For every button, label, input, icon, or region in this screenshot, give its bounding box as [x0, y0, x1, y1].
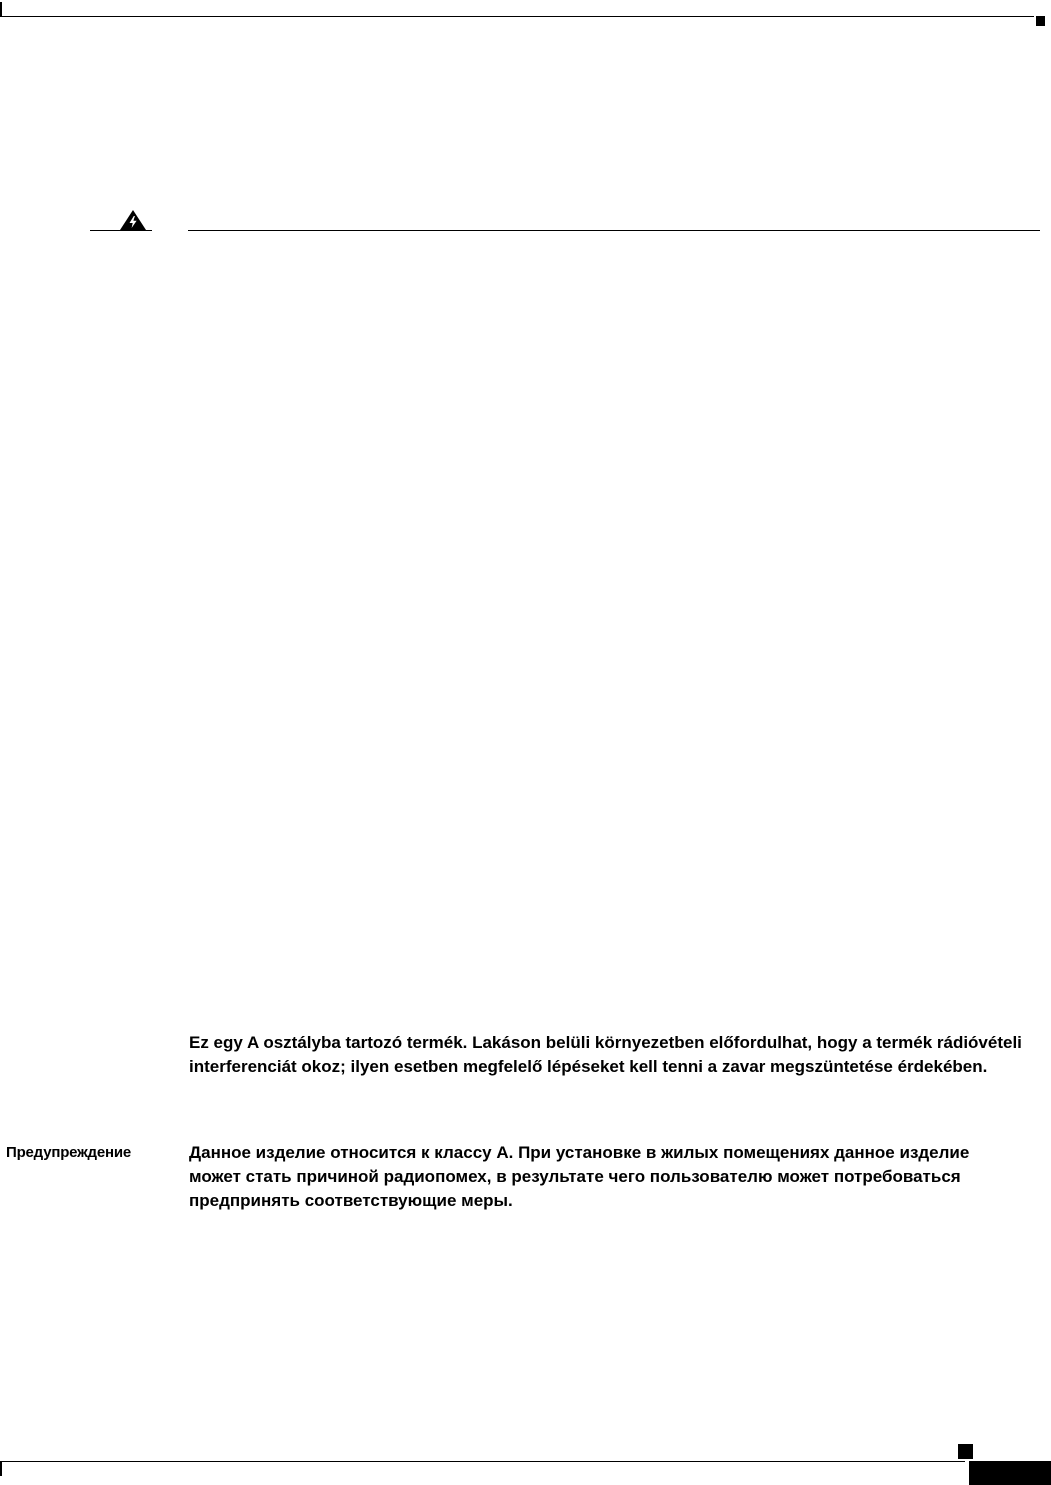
footer-right-marker — [958, 1444, 973, 1459]
footer-left-tick — [0, 1462, 2, 1476]
warning-icon — [118, 208, 148, 232]
hungarian-warning-text: Ez egy A osztályba tartozó termék. Lakáson belüli környezetben előfordulhat, hogy a termék rádióvételi interferenciát okoz; ilyen esetben megfelelő lépéseket kell tenni a zavar megszüntetése érdekében. — [189, 1033, 1022, 1076]
russian-warning-label: Предупреждение — [6, 1144, 132, 1161]
page-number-box — [969, 1461, 1051, 1485]
header-rule — [0, 16, 1034, 17]
warning-rule — [188, 230, 1040, 231]
header-right-marker — [1036, 16, 1045, 26]
warning-icon-underline — [90, 230, 152, 231]
header-left-tick — [0, 2, 2, 17]
footer-rule — [0, 1461, 965, 1462]
russian-warning-text: Данное изделие относится к классу A. При установке в жилых помещениях данное изделие может стать причиной радиопомех, в результате чего пользователю может потребоваться предпринять соответствующие меры. — [189, 1143, 970, 1210]
